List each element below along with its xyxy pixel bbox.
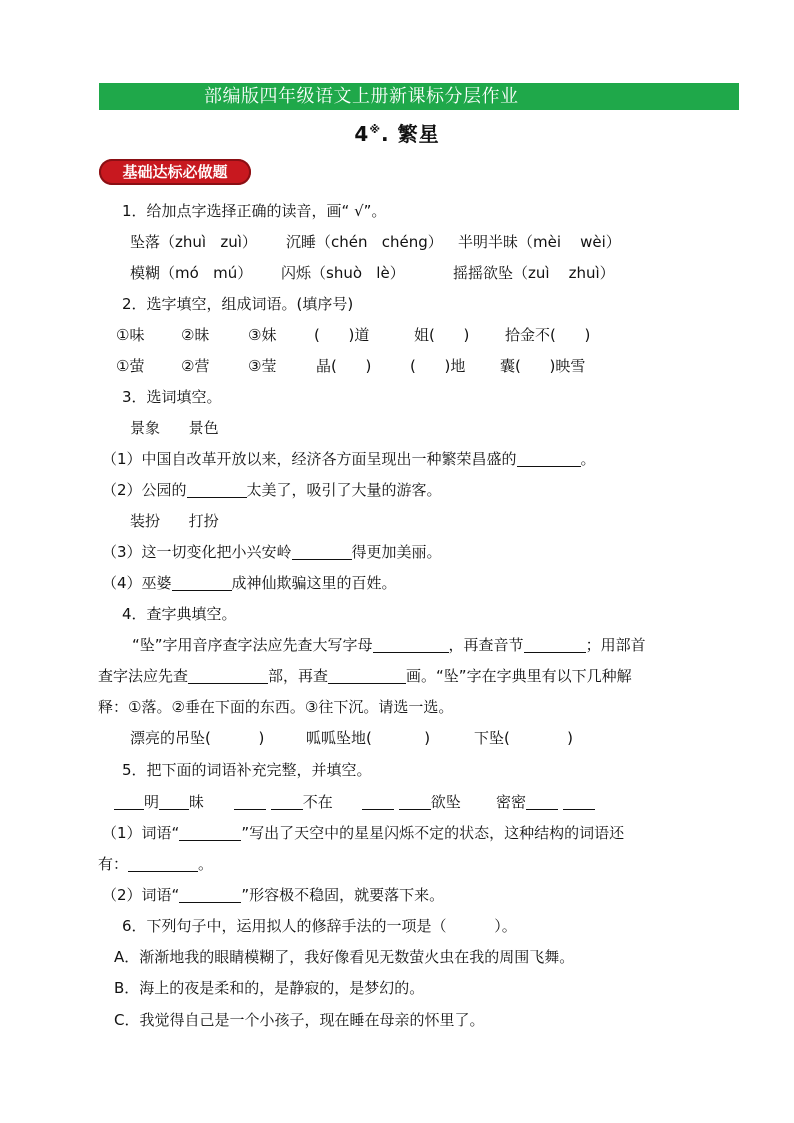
answer-blank[interactable] <box>292 543 352 560</box>
answer-blank[interactable] <box>362 793 394 810</box>
q6-option-c: C．我觉得自己是一个小孩子，现在睡在母亲的怀里了。 <box>114 1011 485 1029</box>
q6-option-b: B．海上的夜是柔和的，是静寂的，是梦幻的。 <box>114 979 425 997</box>
q3-sentence-1: （1）中国自改革开放以来，经济各方面呈现出一种繁荣昌盛的 。 <box>102 450 596 468</box>
answer-blank[interactable] <box>563 793 595 810</box>
q4-para-line-1: “坠”字用音序查字法应先查大写字母 ，再查音节 ；用部首 <box>132 636 646 654</box>
q4-para-line-2: 查字法应先查 部，再查 画。“坠”字在字典里有以下几种解 <box>98 667 632 685</box>
q4-stem: 4．查字典填空。 <box>122 605 237 623</box>
q2-option: ②营 <box>181 357 210 375</box>
lesson-title: 4※. 繁星 <box>354 122 440 146</box>
answer-blank[interactable] <box>179 824 241 841</box>
answer-blank[interactable] <box>524 636 586 653</box>
q3-sentence-4: （4）巫婆 成神仙欺骗这里的百姓。 <box>102 574 397 592</box>
q5-sentence-1-cont: 有： 。 <box>98 855 214 873</box>
q5-word-4: 密密 <box>496 792 595 812</box>
answer-blank[interactable] <box>373 636 449 653</box>
answer-blank[interactable] <box>128 855 198 872</box>
q5-sentence-1: （1）词语“ ”写出了天空中的星星闪烁不定的状态，这种结构的词语还 <box>102 824 625 842</box>
q5-sentence-2: （2）词语“ ”形容极不稳固，就要落下来。 <box>102 886 445 904</box>
q2-option: ①萤 <box>116 357 145 375</box>
q3-sentence-2: （2）公园的 太美了，吸引了大量的游客。 <box>102 481 442 499</box>
answer-blank[interactable] <box>399 793 431 810</box>
answer-blank[interactable] <box>187 481 247 498</box>
q4-choice: 漂亮的吊坠( ) <box>130 729 265 747</box>
q3-stem: 3．选词填空。 <box>122 388 222 406</box>
answer-blank[interactable] <box>179 886 241 903</box>
q5-word-3: 欲坠 <box>362 792 461 812</box>
answer-blank[interactable] <box>328 667 406 684</box>
q1-item: 摇摇欲坠（zuì zhuì） <box>453 264 615 282</box>
answer-blank[interactable] <box>159 793 189 810</box>
q1-item: 闪烁（shuò lè） <box>281 264 405 282</box>
q6-stem: 6．下列句子中，运用拟人的修辞手法的一项是（ ）。 <box>122 917 517 935</box>
answer-blank[interactable] <box>517 450 581 467</box>
answer-blank[interactable] <box>234 793 266 810</box>
q4-para-line-3: 释：①落。②垂在下面的东西。③往下沉。请选一选。 <box>98 698 454 716</box>
q5-word-1: 明 昧 <box>114 792 204 812</box>
q2-option: ①味 <box>116 326 145 344</box>
banner-text: 部编版四年级语文上册新课标分层作业 <box>204 86 519 107</box>
q2-stem: 2．选字填空，组成词语。(填序号) <box>122 295 354 313</box>
q2-blank-word: ( )地 <box>410 357 466 375</box>
q1-stem: 1．给加点字选择正确的读音，画“ √”。 <box>122 202 387 220</box>
q5-stem: 5．把下面的词语补充完整，并填空。 <box>122 761 372 779</box>
q5-word-2: 不在 <box>234 792 333 812</box>
answer-blank[interactable] <box>114 793 144 810</box>
section-badge: 基础达标必做题 <box>99 159 251 185</box>
q2-option: ③莹 <box>248 357 277 375</box>
q2-blank-word: ( )道 <box>314 326 370 344</box>
answer-blank[interactable] <box>526 793 558 810</box>
title-mark: ※ <box>369 123 382 136</box>
answer-blank[interactable] <box>188 667 268 684</box>
q2-blank-word: 拾金不( ) <box>505 326 591 344</box>
q2-option: ②昧 <box>181 326 210 344</box>
q4-choice: 呱呱坠地( ) <box>306 729 431 747</box>
answer-blank[interactable] <box>172 574 232 591</box>
q2-blank-word: 囊( )映雪 <box>500 357 586 375</box>
q6-option-a: A．渐渐地我的眼睛模糊了，我好像看见无数萤火虫在我的周围飞舞。 <box>114 948 575 966</box>
q1-item: 模糊（mó mú） <box>130 264 253 282</box>
q2-option: ③妹 <box>248 326 277 344</box>
q1-item: 沉睡（chén chéng） <box>286 233 443 251</box>
q3-sentence-3: （3）这一切变化把小兴安岭 得更加美丽。 <box>102 543 442 561</box>
q3-word-choices: 景象 景色 <box>130 419 219 437</box>
q4-choice: 下坠( ) <box>474 729 573 747</box>
q2-blank-word: 姐( ) <box>414 326 470 344</box>
q3-word-choices: 装扮 打扮 <box>130 512 219 530</box>
q1-item: 坠落（zhuì zuì） <box>130 233 257 251</box>
answer-blank[interactable] <box>271 793 303 810</box>
q2-blank-word: 晶( ) <box>316 357 372 375</box>
q1-item: 半明半昧（mèi wèi） <box>458 233 621 251</box>
series-banner <box>99 83 739 110</box>
